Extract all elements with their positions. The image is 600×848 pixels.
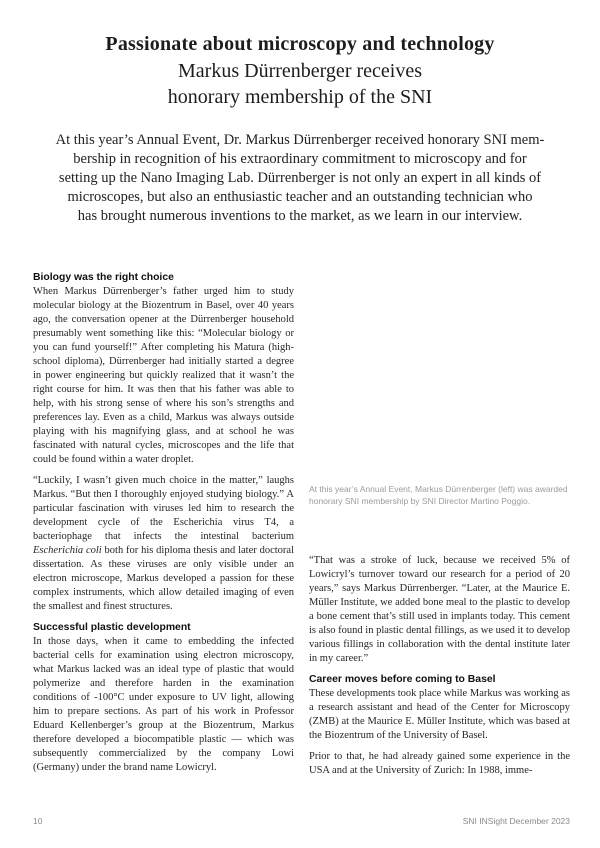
lead-line: has brought numerous inventions to the market, as we learn in our interview. (77, 208, 523, 224)
page-footer (33, 816, 570, 826)
body-paragraph: These developments took place while Markus was working as a research assistant and head of the Center for Microscopy (ZMB) at the Maurice E. Müller Institute, which was based at the Biozentrum of the University of Basel. (309, 688, 570, 741)
body-paragraph: In those days, when it came to embedding the infected bacterial cells for examination using electron microscopy, what Markus lacked was an ideal type of plastic that would polymerize and therefore harden in the examination conditions of -100°C under exposure to UV light, allowing him to prepare sections. As part of his work in Professor Eduard Kellenberger’s group at the Biozentrum, Markus therefore developed a biocompatible plastic — which was subsequently commercialized by the company Lowi (Germany) under the brand name Lowicryl. (33, 636, 294, 773)
lead-line: setting up the Nano Imaging Lab. Dürrenberger is not only an expert in all kinds of (58, 170, 542, 186)
issue-label: SNI INSight December 2023 (462, 816, 570, 826)
left-column (33, 271, 294, 778)
body-paragraph: When Markus Dürrenberger’s father urged him to study molecular biology at the Biozentrum in Basel, over 40 years ago, the conversation opener at the Dürrenberger household presumably went something like this: “Molecular biology or you can fund yourself!” After completing his Matura (high-school diploma), Dürrenberger had initially started a degree in power engineering but quickly realized that it wasn’t the right course for him. It was then that his father was able to help, with his strong sense of where his son’s strengths and preferences lay. Even as a child, Markus was always outside playing with his magnifying glass, and at school he was fascinated with natural cycles, microscopes and the life that could be found within a water droplet. (33, 286, 294, 465)
article-subtitle-line2: honorary membership of the SNI (167, 86, 433, 108)
article-lead-paragraph (30, 131, 570, 226)
paragraph-segment: both for his diploma thesis and later doctoral dissertation. As these viruses are only visible under an electron microscope, Markus developed a passion for these complex instruments, which allow detailed imaging of even the smallest and finest structures. (33, 545, 294, 612)
article-header (0, 31, 600, 110)
body-paragraph (33, 474, 294, 614)
article-title: Passionate about microscopy and technology (105, 33, 495, 55)
section-heading-plastic: Successful plastic development (33, 622, 191, 633)
lead-line: bership in recognition of his extraordinary commitment to microscopy and for (73, 151, 527, 167)
article-body (33, 271, 570, 778)
lead-line: At this year’s Annual Event, Dr. Markus Dürrenberger received honorary SNI mem- (55, 132, 545, 148)
page-number: 10 (33, 816, 43, 826)
photo-caption: At this year’s Annual Event, Markus Dürrenberger (left) was awarded honorary SNI membership by SNI Director Martino Poggio. (309, 484, 568, 506)
photo-placeholder (309, 271, 570, 484)
species-name-italic: Escherichia coli (33, 545, 102, 556)
article-subtitle-line1: Markus Dürrenberger receives (178, 60, 422, 82)
paragraph-segment: “Luckily, I wasn’t given much choice in the matter,” laughs Markus. “But then I thoroughly enjoyed studying biology.” A particular fascination with viruses led him to research the development cycle of the Escherichia virus T4, a bacteriophage that infects the intestinal bacterium (33, 475, 294, 542)
body-paragraph: “That was a stroke of luck, because we received 5% of Lowicryl’s turnover toward our research for a period of 20 years,” says Markus Dürrenberger. “Later, at the Maurice E. Müller Institute, we added bone meal to the plastic to develop a bone cement that’s still used in implants today. This cement is also found in plastic dental fillings, as we used it to develop various fillings in collaboration with the dental institute later in my career.” (309, 555, 570, 664)
lead-line: microscopes, but also an enthusiastic teacher and an outstanding technician who (67, 189, 533, 205)
body-paragraph: Prior to that, he had already gained some experience in the USA and at the University of Zurich: In 1988, imme- (309, 751, 570, 776)
section-heading-biology: Biology was the right choice (33, 272, 174, 283)
section-heading-career: Career moves before coming to Basel (309, 674, 496, 685)
right-column (309, 271, 570, 778)
